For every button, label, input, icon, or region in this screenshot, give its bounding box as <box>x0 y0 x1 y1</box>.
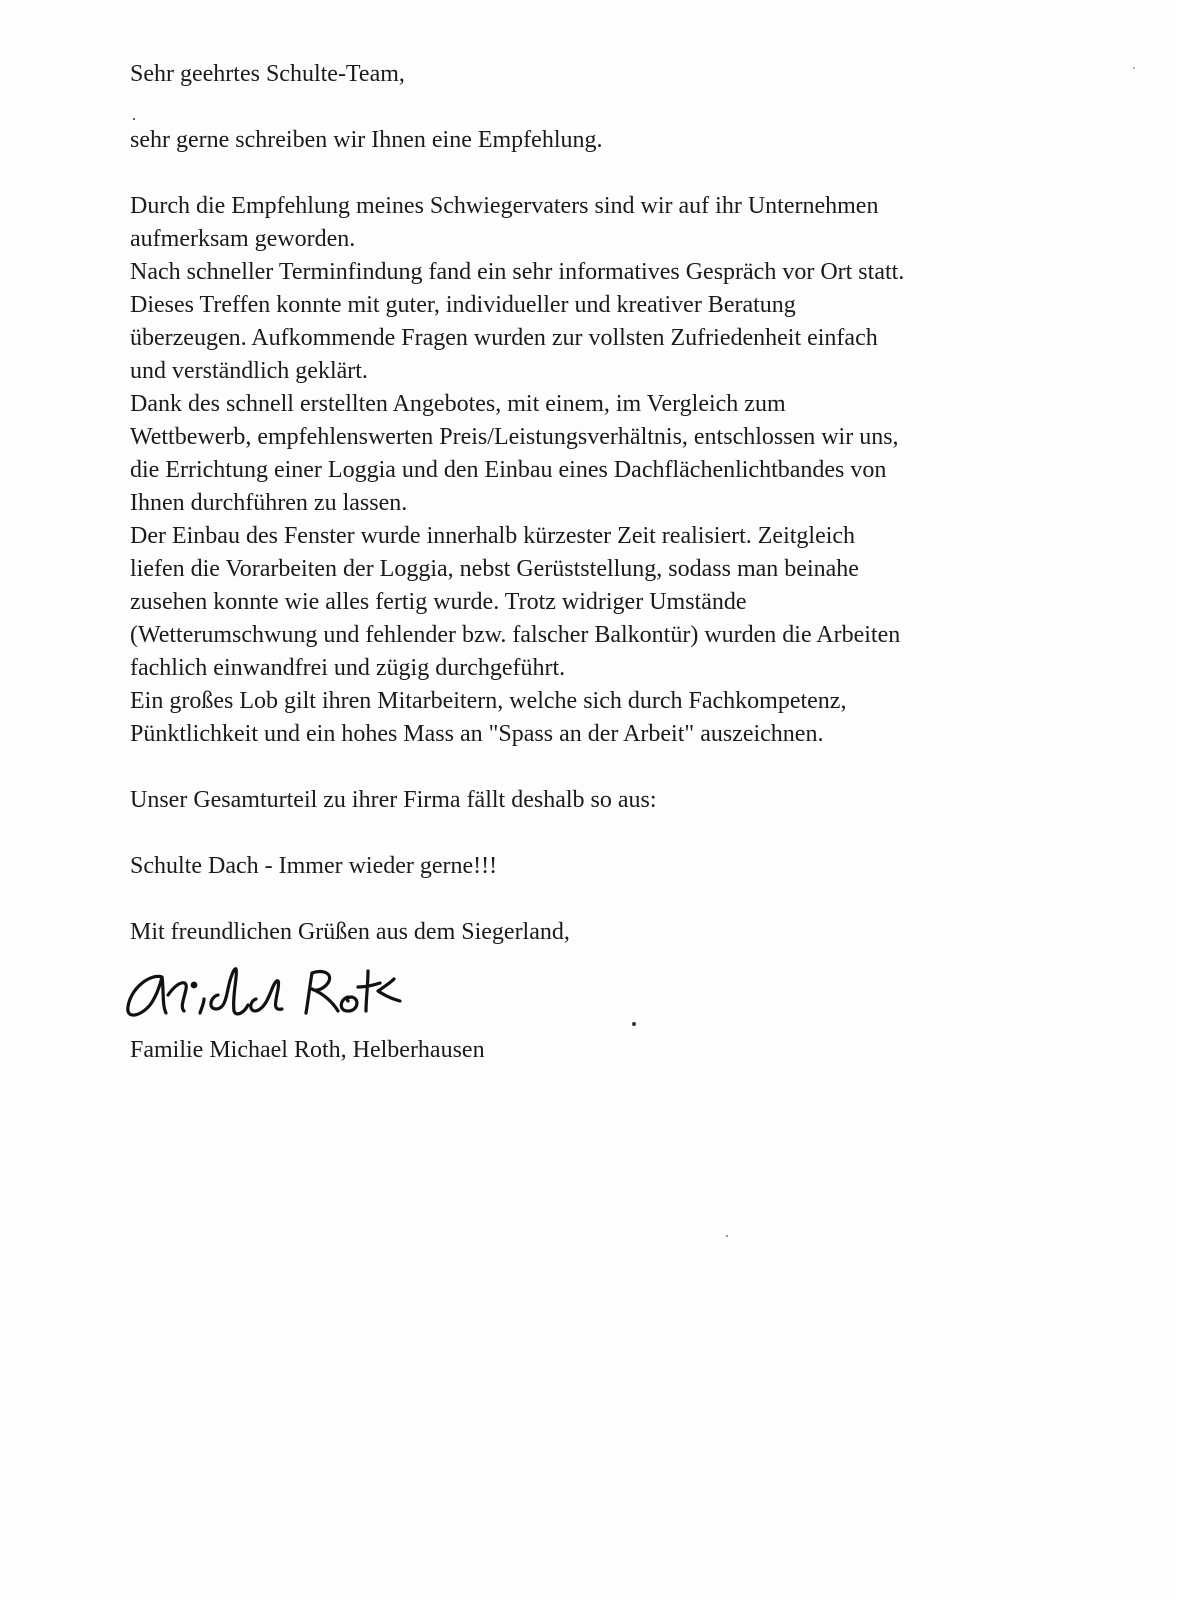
body-line: Wettbewerb, empfehlenswerten Preis/Leistungsverhältnis, entschlossen wir uns, <box>130 424 899 450</box>
scan-speck <box>1133 67 1135 69</box>
body-line: Pünktlichkeit und ein hohes Mass an "Spass an der Arbeit" auszeichnen. <box>130 721 824 747</box>
body-line: aufmerksam geworden. <box>130 226 356 252</box>
sender-line: Familie Michael Roth, Helberhausen <box>130 1037 485 1063</box>
scan-speck <box>726 1235 728 1237</box>
verdict-line: Schulte Dach - Immer wieder gerne!!! <box>130 853 498 879</box>
blank-line <box>130 751 1090 784</box>
salutation: Sehr geehrtes Schulte-Team, <box>130 61 405 87</box>
blank-line <box>130 817 1090 850</box>
body-line: fachlich einwandfrei und zügig durchgeführt. <box>130 655 566 681</box>
body-line: und verständlich geklärt. <box>130 358 368 384</box>
letter-body <box>130 58 1090 1067</box>
body-line: Nach schneller Terminfindung fand ein sehr informatives Gespräch vor Ort statt. <box>130 259 905 285</box>
body-line: Dieses Treffen konnte mit guter, individueller und kreativer Beratung <box>130 292 796 318</box>
blank-line <box>130 883 1090 916</box>
intro-line: sehr gerne schreiben wir Ihnen eine Empfehlung. <box>130 127 603 153</box>
blank-line <box>130 91 1090 124</box>
body-line: Ein großes Lob gilt ihren Mitarbeitern, welche sich durch Fachkompetenz, <box>130 688 847 714</box>
blank-line <box>130 157 1090 190</box>
scan-speck <box>632 1022 636 1026</box>
verdict-intro: Unser Gesamturteil zu ihrer Firma fällt deshalb so aus: <box>130 787 657 813</box>
scan-speck <box>133 118 135 120</box>
body-line: die Errichtung einer Loggia und den Einbau eines Dachflächenlichtbandes von <box>130 457 887 483</box>
body-line: Dank des schnell erstellten Angebotes, mit einem, im Vergleich zum <box>130 391 786 417</box>
body-line: zusehen konnte wie alles fertig wurde. Trotz widriger Umstände <box>130 589 747 615</box>
body-line: Ihnen durchführen zu lassen. <box>130 490 408 516</box>
body-line: (Wetterumschwung und fehlender bzw. falscher Balkontür) wurden die Arbeiten <box>130 622 901 648</box>
body-line: Der Einbau des Fenster wurde innerhalb kürzester Zeit realisiert. Zeitgleich <box>130 523 856 549</box>
body-line: überzeugen. Aufkommende Fragen wurden zur vollsten Zufriedenheit einfach <box>130 325 878 351</box>
body-line: Durch die Empfehlung meines Schwiegervaters sind wir auf ihr Unternehmen <box>130 193 879 219</box>
closing-line: Mit freundlichen Grüßen aus dem Siegerland, <box>130 919 570 945</box>
handwritten-signature <box>122 955 502 1030</box>
body-line: liefen die Vorarbeiten der Loggia, nebst Gerüststellung, sodass man beinahe <box>130 556 859 582</box>
